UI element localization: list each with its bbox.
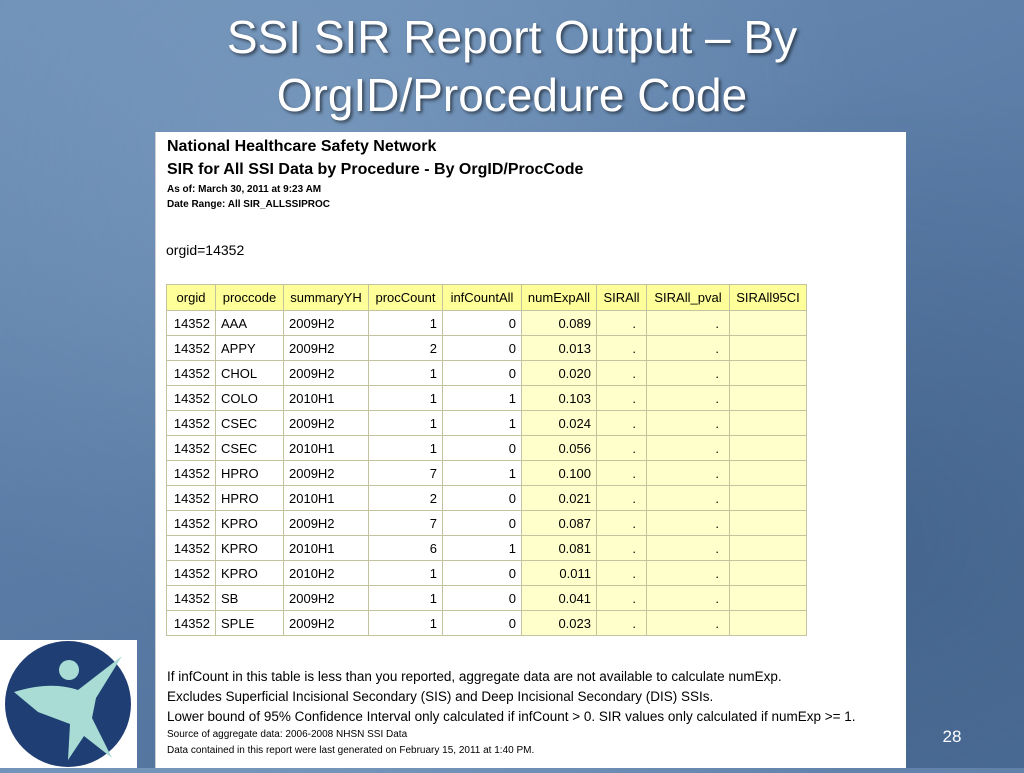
table-cell-sirall-pval: . <box>647 311 730 336</box>
table-cell-sirall-pval: . <box>647 511 730 536</box>
table-cell-infcountall: 1 <box>443 411 522 436</box>
table-cell-numexpall: 0.087 <box>522 511 597 536</box>
table-cell-sirall-pval: . <box>647 586 730 611</box>
note-line: Lower bound of 95% Confidence Interval only calculated if infCount > 0. SIR values only calculated if numExp >= 1. <box>167 709 856 724</box>
table-cell-infcountall: 1 <box>443 536 522 561</box>
table-row <box>167 461 807 486</box>
table-cell-sirall: . <box>597 536 647 561</box>
table-cell-numexpall: 0.103 <box>522 386 597 411</box>
table-row <box>167 336 807 361</box>
table-cell-proccode: SB <box>216 586 284 611</box>
table-cell-proccount: 1 <box>369 386 443 411</box>
table-cell-summaryyh: 2010H2 <box>284 561 369 586</box>
table-cell-numexpall: 0.081 <box>522 536 597 561</box>
column-header: summaryYH <box>284 285 369 311</box>
table-cell-proccode: KPRO <box>216 511 284 536</box>
note-line: Excludes Superficial Incisional Secondary (SIS) and Deep Incisional Secondary (DIS) SSIs. <box>167 689 714 704</box>
report-panel <box>155 132 906 768</box>
table-row <box>167 436 807 461</box>
table-cell-orgid: 14352 <box>167 536 216 561</box>
table-row <box>167 361 807 386</box>
table-cell-proccode: APPY <box>216 336 284 361</box>
table-cell-summaryyh: 2009H2 <box>284 411 369 436</box>
table-cell-proccode: CSEC <box>216 411 284 436</box>
table-cell-numexpall: 0.021 <box>522 486 597 511</box>
table-cell-summaryyh: 2009H2 <box>284 586 369 611</box>
table-cell-proccode: COLO <box>216 386 284 411</box>
table-cell-sirall95ci <box>730 361 807 386</box>
table-cell-infcountall: 0 <box>443 561 522 586</box>
table-cell-infcountall: 1 <box>443 386 522 411</box>
report-org-name: National Healthcare Safety Network <box>167 138 437 155</box>
table-cell-infcountall: 0 <box>443 511 522 536</box>
table-cell-sirall95ci <box>730 561 807 586</box>
table-cell-sirall95ci <box>730 336 807 361</box>
table-cell-numexpall: 0.100 <box>522 461 597 486</box>
column-header: numExpAll <box>522 285 597 311</box>
slide-title-line-1: SSI SIR Report Output – By <box>226 11 798 63</box>
table-cell-infcountall: 1 <box>443 461 522 486</box>
table-cell-infcountall: 0 <box>443 486 522 511</box>
table-cell-proccount: 1 <box>369 436 443 461</box>
table-row <box>167 311 807 336</box>
table-cell-orgid: 14352 <box>167 561 216 586</box>
table-cell-sirall: . <box>597 611 647 636</box>
report-notes <box>167 667 856 759</box>
table-cell-sirall-pval: . <box>647 361 730 386</box>
table-cell-orgid: 14352 <box>167 611 216 636</box>
table-cell-orgid: 14352 <box>167 336 216 361</box>
table-cell-sirall-pval: . <box>647 386 730 411</box>
column-header: proccode <box>216 285 284 311</box>
table-cell-orgid: 14352 <box>167 361 216 386</box>
table-cell-numexpall: 0.056 <box>522 436 597 461</box>
table-row <box>167 536 807 561</box>
table-row <box>167 511 807 536</box>
table-row <box>167 386 807 411</box>
table-cell-sirall: . <box>597 461 647 486</box>
table-cell-sirall-pval: . <box>647 611 730 636</box>
table-cell-summaryyh: 2009H2 <box>284 311 369 336</box>
table-cell-sirall95ci <box>730 486 807 511</box>
table-row <box>167 411 807 436</box>
table-cell-proccount: 6 <box>369 536 443 561</box>
table-cell-proccode: AAA <box>216 311 284 336</box>
table-header-row <box>167 285 807 311</box>
slide-title <box>0 8 1024 124</box>
table-cell-sirall95ci <box>730 386 807 411</box>
person-figure-logo-icon <box>0 640 137 768</box>
table-cell-orgid: 14352 <box>167 311 216 336</box>
table-cell-orgid: 14352 <box>167 436 216 461</box>
table-cell-sirall95ci <box>730 511 807 536</box>
table-cell-summaryyh: 2009H2 <box>284 336 369 361</box>
table-cell-summaryyh: 2010H1 <box>284 486 369 511</box>
note-line: If infCount in this table is less than you reported, aggregate data are not available to calculate numExp. <box>167 669 782 684</box>
table-cell-sirall-pval: . <box>647 486 730 511</box>
table-cell-sirall95ci <box>730 461 807 486</box>
column-header: SIRAll <box>597 285 647 311</box>
table-cell-proccount: 2 <box>369 336 443 361</box>
logo <box>0 640 137 768</box>
table-cell-sirall-pval: . <box>647 461 730 486</box>
table-cell-proccount: 1 <box>369 311 443 336</box>
report-subtitle: SIR for All SSI Data by Procedure - By OrgID/ProcCode <box>167 161 584 178</box>
table-body <box>167 311 807 636</box>
table-cell-sirall95ci <box>730 311 807 336</box>
table-cell-proccount: 7 <box>369 511 443 536</box>
table-cell-sirall95ci <box>730 611 807 636</box>
table-cell-infcountall: 0 <box>443 586 522 611</box>
column-header: infCountAll <box>443 285 522 311</box>
generated-note: Data contained in this report were last generated on February 15, 2011 at 1:40 PM. <box>167 745 535 756</box>
table-cell-sirall-pval: . <box>647 561 730 586</box>
table-cell-infcountall: 0 <box>443 611 522 636</box>
table-cell-infcountall: 0 <box>443 361 522 386</box>
table-cell-sirall-pval: . <box>647 436 730 461</box>
table-cell-numexpall: 0.024 <box>522 411 597 436</box>
table-cell-proccode: KPRO <box>216 536 284 561</box>
table-cell-orgid: 14352 <box>167 511 216 536</box>
table-cell-sirall-pval: . <box>647 411 730 436</box>
table-cell-sirall-pval: . <box>647 536 730 561</box>
table-cell-orgid: 14352 <box>167 586 216 611</box>
table-cell-sirall: . <box>597 561 647 586</box>
table-cell-summaryyh: 2009H2 <box>284 461 369 486</box>
orgid-label: orgid=14352 <box>166 242 245 258</box>
table-cell-proccount: 1 <box>369 586 443 611</box>
page-number: 28 <box>942 727 962 746</box>
table-cell-summaryyh: 2010H1 <box>284 436 369 461</box>
table-cell-sirall: . <box>597 311 647 336</box>
table-cell-summaryyh: 2010H1 <box>284 386 369 411</box>
report-date-range: Date Range: All SIR_ALLSSIPROC <box>167 199 330 210</box>
table-row <box>167 586 807 611</box>
table-cell-orgid: 14352 <box>167 461 216 486</box>
table-cell-proccount: 1 <box>369 361 443 386</box>
sir-data-table <box>166 284 807 636</box>
column-header: procCount <box>369 285 443 311</box>
table-cell-orgid: 14352 <box>167 386 216 411</box>
table-row <box>167 611 807 636</box>
table-cell-numexpall: 0.020 <box>522 361 597 386</box>
slide-title-line-2: OrgID/Procedure Code <box>276 69 748 121</box>
table-cell-sirall95ci <box>730 536 807 561</box>
table-cell-numexpall: 0.013 <box>522 336 597 361</box>
table-cell-sirall: . <box>597 486 647 511</box>
column-header: SIRAll95CI <box>730 285 807 311</box>
table-cell-sirall95ci <box>730 411 807 436</box>
table-cell-summaryyh: 2009H2 <box>284 611 369 636</box>
table-cell-infcountall: 0 <box>443 311 522 336</box>
table-cell-numexpall: 0.011 <box>522 561 597 586</box>
table-cell-orgid: 14352 <box>167 486 216 511</box>
table-cell-sirall-pval: . <box>647 336 730 361</box>
table-cell-sirall: . <box>597 436 647 461</box>
report-as-of: As of: March 30, 2011 at 9:23 AM <box>167 184 322 195</box>
table-cell-infcountall: 0 <box>443 336 522 361</box>
table-cell-proccode: CHOL <box>216 361 284 386</box>
table-cell-sirall95ci <box>730 586 807 611</box>
column-header: orgid <box>167 285 216 311</box>
table-cell-sirall: . <box>597 586 647 611</box>
table-cell-proccount: 1 <box>369 411 443 436</box>
table-cell-sirall: . <box>597 511 647 536</box>
table-cell-proccode: KPRO <box>216 561 284 586</box>
table-cell-proccode: HPRO <box>216 461 284 486</box>
table-cell-proccount: 7 <box>369 461 443 486</box>
source-note: Source of aggregate data: 2006-2008 NHSN SSI Data <box>167 729 408 740</box>
table-cell-numexpall: 0.041 <box>522 586 597 611</box>
table-cell-sirall: . <box>597 411 647 436</box>
table-cell-summaryyh: 2010H1 <box>284 536 369 561</box>
table-cell-proccount: 1 <box>369 561 443 586</box>
column-header: SIRAll_pval <box>647 285 730 311</box>
table-cell-proccode: SPLE <box>216 611 284 636</box>
table-cell-proccount: 1 <box>369 611 443 636</box>
table-cell-proccount: 2 <box>369 486 443 511</box>
table-cell-numexpall: 0.023 <box>522 611 597 636</box>
table-cell-proccode: CSEC <box>216 436 284 461</box>
table-cell-proccode: HPRO <box>216 486 284 511</box>
table-row <box>167 561 807 586</box>
table-cell-sirall95ci <box>730 436 807 461</box>
table-cell-summaryyh: 2009H2 <box>284 511 369 536</box>
table-cell-sirall: . <box>597 361 647 386</box>
table-cell-sirall: . <box>597 386 647 411</box>
table-row <box>167 486 807 511</box>
table-cell-numexpall: 0.089 <box>522 311 597 336</box>
table-cell-summaryyh: 2009H2 <box>284 361 369 386</box>
table-cell-sirall: . <box>597 336 647 361</box>
table-cell-infcountall: 0 <box>443 436 522 461</box>
table-cell-orgid: 14352 <box>167 411 216 436</box>
